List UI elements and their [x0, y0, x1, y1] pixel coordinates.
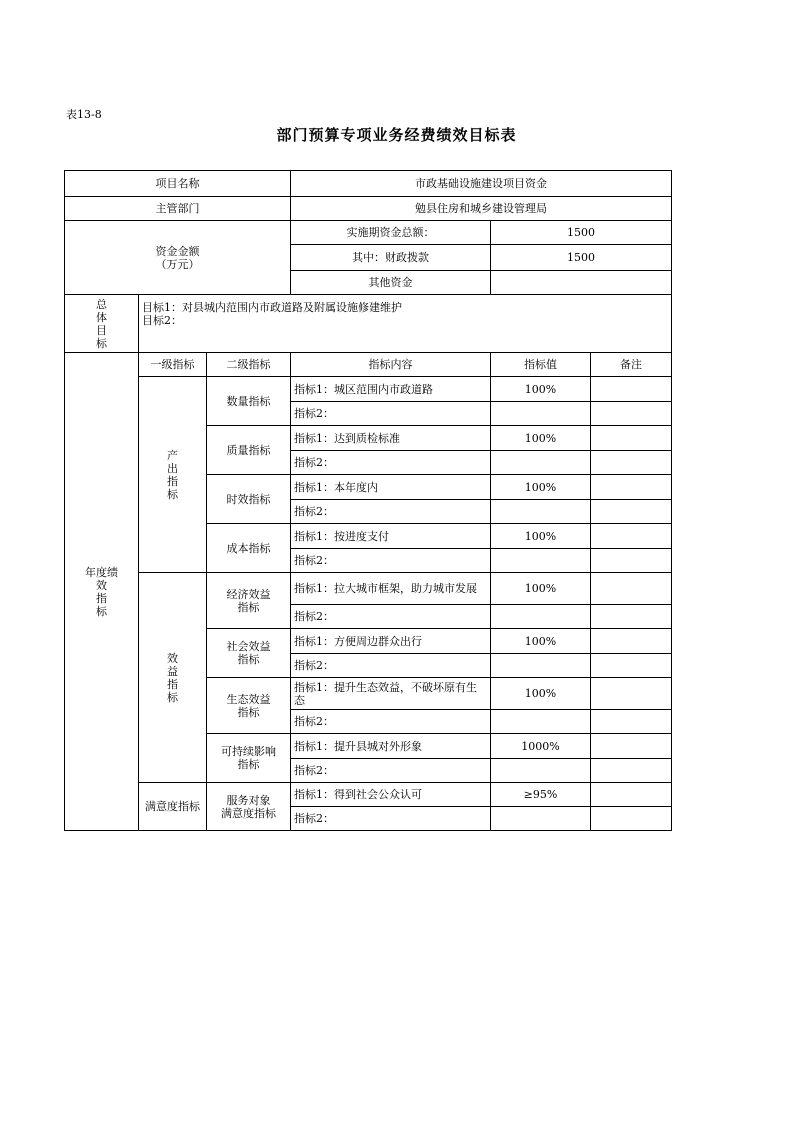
project-name-value: 市政基础设施建设项目资金	[291, 171, 672, 197]
service-indicator-1: 指标1：得到社会公众认可	[291, 783, 491, 807]
department-row	[65, 197, 672, 221]
service-value-1: ≥95%	[491, 783, 591, 807]
ecological-note-1	[591, 678, 672, 710]
economic-value-1: 100%	[491, 573, 591, 605]
overall-goal-content	[139, 295, 672, 353]
cost-value-1: 100%	[491, 524, 591, 549]
service-satisfaction-indicator: 服务对象 满意度指标	[207, 783, 291, 831]
cost-note-1	[591, 524, 672, 549]
funds-total-label: 实施期资金总额：	[291, 221, 491, 245]
indicator-header-row	[65, 353, 672, 377]
economic-note-2	[591, 605, 672, 629]
timeliness-value-1: 100%	[491, 475, 591, 500]
sustainable-value-2	[491, 759, 591, 783]
table-row	[65, 377, 672, 402]
ecological-note-2	[591, 710, 672, 734]
funds-fiscal-label: 其中：财政拨款	[291, 245, 491, 271]
overall-goal-2: 目标2：	[142, 314, 182, 327]
economic-note-1	[591, 573, 672, 605]
economic-indicator-2: 指标2：	[291, 605, 491, 629]
cost-indicator-2: 指标2：	[291, 549, 491, 573]
social-indicator: 社会效益 指标	[207, 629, 291, 678]
sustainable-indicator-2: 指标2：	[291, 759, 491, 783]
timeliness-value-2	[491, 500, 591, 524]
project-name-label: 项目名称	[65, 171, 291, 197]
quality-note-2	[591, 451, 672, 475]
ecological-indicator-2: 指标2：	[291, 710, 491, 734]
timeliness-note-2	[591, 500, 672, 524]
cost-indicator: 成本指标	[207, 524, 291, 573]
annual-indicator-label: 年度绩 效 指 标	[65, 353, 139, 831]
timeliness-indicator-2: 指标2：	[291, 500, 491, 524]
cost-note-2	[591, 549, 672, 573]
quantity-note-2	[591, 402, 672, 426]
document-title: 部门预算专项业务经费绩效目标表	[276, 126, 517, 144]
header-note: 备注	[591, 353, 672, 377]
satisfaction-indicator-label: 满意度指标	[139, 783, 207, 831]
cost-indicator-1: 指标1：按进度支付	[291, 524, 491, 549]
funds-fiscal-value: 1500	[491, 245, 672, 271]
quantity-indicator-2: 指标2：	[291, 402, 491, 426]
overall-goal-row	[65, 295, 672, 353]
timeliness-note-1	[591, 475, 672, 500]
ecological-indicator-1: 指标1：提升生态效益，不破坏原有生态	[291, 678, 491, 710]
funds-other-label: 其他资金	[291, 271, 491, 295]
funds-total-value: 1500	[491, 221, 672, 245]
service-value-2	[491, 807, 591, 831]
sustainable-note-2	[591, 759, 672, 783]
funds-label-line1: 资金金额	[155, 244, 200, 258]
overall-goal-label: 总 体 目 标	[65, 295, 139, 353]
social-note-2	[591, 654, 672, 678]
economic-indicator: 经济效益 指标	[207, 573, 291, 629]
sustainable-value-1: 1000%	[491, 734, 591, 759]
social-value-1: 100%	[491, 629, 591, 654]
quality-note-1	[591, 426, 672, 451]
output-indicator-label: 产 出 指 标	[139, 377, 207, 573]
table-row	[65, 783, 672, 807]
header-level1: 一级指标	[139, 353, 207, 377]
cost-value-2	[491, 549, 591, 573]
funds-total-row	[65, 221, 672, 245]
social-note-1	[591, 629, 672, 654]
benefit-indicator-label: 效 益 指 标	[139, 573, 207, 783]
quantity-value-2	[491, 402, 591, 426]
header-value: 指标值	[491, 353, 591, 377]
project-name-row	[65, 171, 672, 197]
ecological-value-2	[491, 710, 591, 734]
quantity-indicator: 数量指标	[207, 377, 291, 426]
funds-other-value	[491, 271, 672, 295]
ecological-indicator: 生态效益 指标	[207, 678, 291, 734]
sustainable-note-1	[591, 734, 672, 759]
header-level2: 二级指标	[207, 353, 291, 377]
quality-indicator: 质量指标	[207, 426, 291, 475]
department-value: 勉县住房和城乡建设管理局	[291, 197, 672, 221]
social-indicator-1: 指标1：方便周边群众出行	[291, 629, 491, 654]
social-value-2	[491, 654, 591, 678]
quality-indicator-2: 指标2：	[291, 451, 491, 475]
quantity-indicator-1: 指标1：城区范围内市政道路	[291, 377, 491, 402]
header-content: 指标内容	[291, 353, 491, 377]
service-note-2	[591, 807, 672, 831]
sustainable-indicator-1: 指标1：提升县城对外形象	[291, 734, 491, 759]
overall-goal-1: 目标1：对县城内范围内市政道路及附属设施修建维护	[142, 301, 402, 314]
quantity-note-1	[591, 377, 672, 402]
quality-value-2	[491, 451, 591, 475]
table-row	[65, 573, 672, 605]
service-indicator-2: 指标2：	[291, 807, 491, 831]
economic-indicator-1: 指标1：拉大城市框架，助力城市发展	[291, 573, 491, 605]
quality-indicator-1: 指标1：达到质检标准	[291, 426, 491, 451]
sustainable-indicator: 可持续影响 指标	[207, 734, 291, 783]
funds-label-line2: （万元）	[155, 257, 200, 271]
performance-goal-table	[64, 170, 672, 831]
quality-value-1: 100%	[491, 426, 591, 451]
social-indicator-2: 指标2：	[291, 654, 491, 678]
department-label: 主管部门	[65, 197, 291, 221]
quantity-value-1: 100%	[491, 377, 591, 402]
ecological-value-1: 100%	[491, 678, 591, 710]
funds-label	[65, 221, 291, 295]
table-number: 表13-8	[66, 108, 102, 121]
timeliness-indicator: 时效指标	[207, 475, 291, 524]
service-note-1	[591, 783, 672, 807]
timeliness-indicator-1: 指标1：本年度内	[291, 475, 491, 500]
economic-value-2	[491, 605, 591, 629]
